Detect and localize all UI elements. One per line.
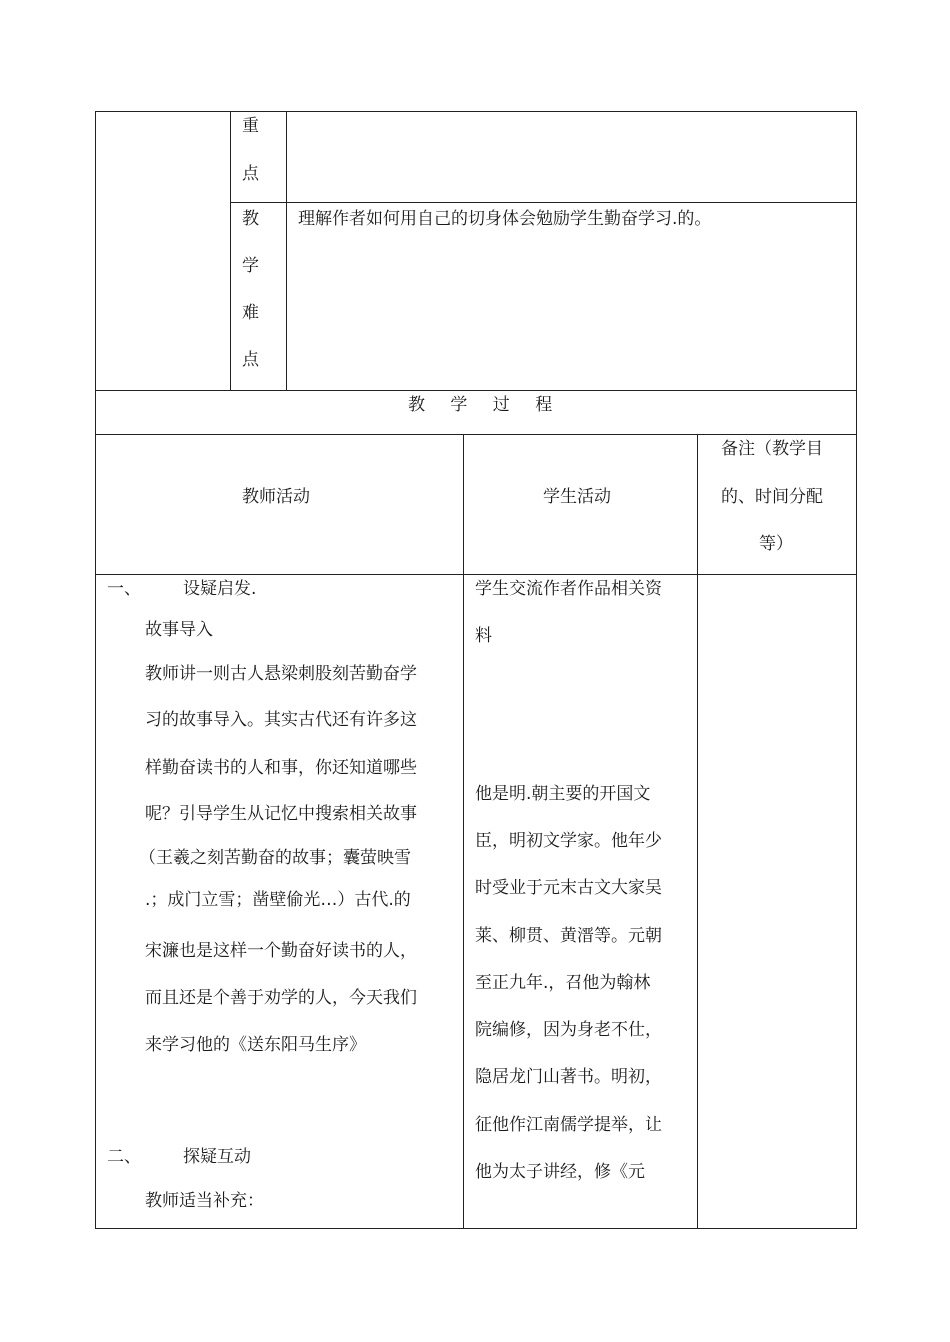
label-char: 点 bbox=[242, 350, 259, 370]
teacher-line: 教师适当补充： bbox=[145, 1191, 264, 1211]
teacher-line: 而且还是个善于劝学的人，今天我们 bbox=[145, 988, 417, 1008]
notes-header-line: 的、时间分配 bbox=[721, 487, 823, 507]
teacher-line: .；成门立雪；凿壁偷光…）古代.的 bbox=[145, 890, 411, 910]
teacher-column-header: 教师活动 bbox=[242, 487, 310, 507]
student-line: 至正九年.，召他为翰林 bbox=[475, 973, 651, 993]
student-line: 征他作江南儒学提举，让 bbox=[475, 1115, 662, 1135]
teacher-line: 宋濂也是这样一个勤奋好读书的人， bbox=[145, 941, 417, 961]
notes-header-line: 等） bbox=[759, 534, 793, 554]
grid-line bbox=[463, 434, 464, 1229]
teacher-line: 教师讲一则古人悬梁刺股刻苦勤奋学 bbox=[145, 664, 417, 684]
teacher-line: 来学习他的《送东阳马生序》 bbox=[145, 1035, 366, 1055]
grid-line bbox=[697, 434, 698, 1229]
student-line: 他为太子讲经，修《元 bbox=[475, 1162, 645, 1182]
student-line: 时受业于元末古文大家吴 bbox=[475, 878, 662, 898]
student-line: 隐居龙门山著书。明初， bbox=[475, 1067, 662, 1087]
student-line: 料 bbox=[475, 626, 492, 646]
student-line: 莱、柳贯、黄溍等。元朝 bbox=[475, 926, 662, 946]
label-char: 重 bbox=[242, 116, 259, 136]
grid-line bbox=[230, 111, 231, 390]
difficulty-text: 理解作者如何用自己的切身体会勉励学生勤奋学习.的。 bbox=[298, 209, 712, 229]
student-line: 臣，明初文学家。他年少 bbox=[475, 831, 662, 851]
grid-line bbox=[95, 390, 857, 391]
grid-line bbox=[95, 574, 857, 575]
student-line: 院编修，因为身老不仕， bbox=[475, 1020, 662, 1040]
student-line: 他是明.朝主要的开国文 bbox=[475, 784, 651, 804]
label-char: 难 bbox=[242, 303, 259, 323]
grid-line bbox=[230, 202, 857, 203]
section-number: 一、 bbox=[107, 579, 141, 599]
label-char: 点 bbox=[242, 164, 259, 184]
teacher-line: 呢？引导学生从记忆中搜索相关故事 bbox=[145, 804, 417, 824]
process-header: 教 学 过 程 bbox=[408, 395, 563, 415]
student-column-header: 学生活动 bbox=[543, 487, 611, 507]
label-char: 教 bbox=[242, 209, 259, 229]
grid-line bbox=[286, 111, 287, 390]
section-title: 探疑互动 bbox=[183, 1147, 251, 1167]
section-number: 二、 bbox=[107, 1147, 141, 1167]
notes-header-line: 备注（教学目 bbox=[721, 439, 823, 459]
teacher-line: 故事导入 bbox=[145, 620, 213, 640]
teacher-line: 样勤奋读书的人和事，你还知道哪些 bbox=[145, 758, 417, 778]
section-title: 设疑启发. bbox=[183, 579, 257, 599]
grid-line bbox=[95, 434, 857, 435]
teacher-line: （王羲之刻苦勤奋的故事；囊萤映雪 bbox=[139, 848, 411, 868]
label-char: 学 bbox=[242, 256, 259, 276]
teacher-line: 习的故事导入。其实古代还有许多这 bbox=[145, 710, 417, 730]
student-line: 学生交流作者作品相关资 bbox=[475, 579, 662, 599]
